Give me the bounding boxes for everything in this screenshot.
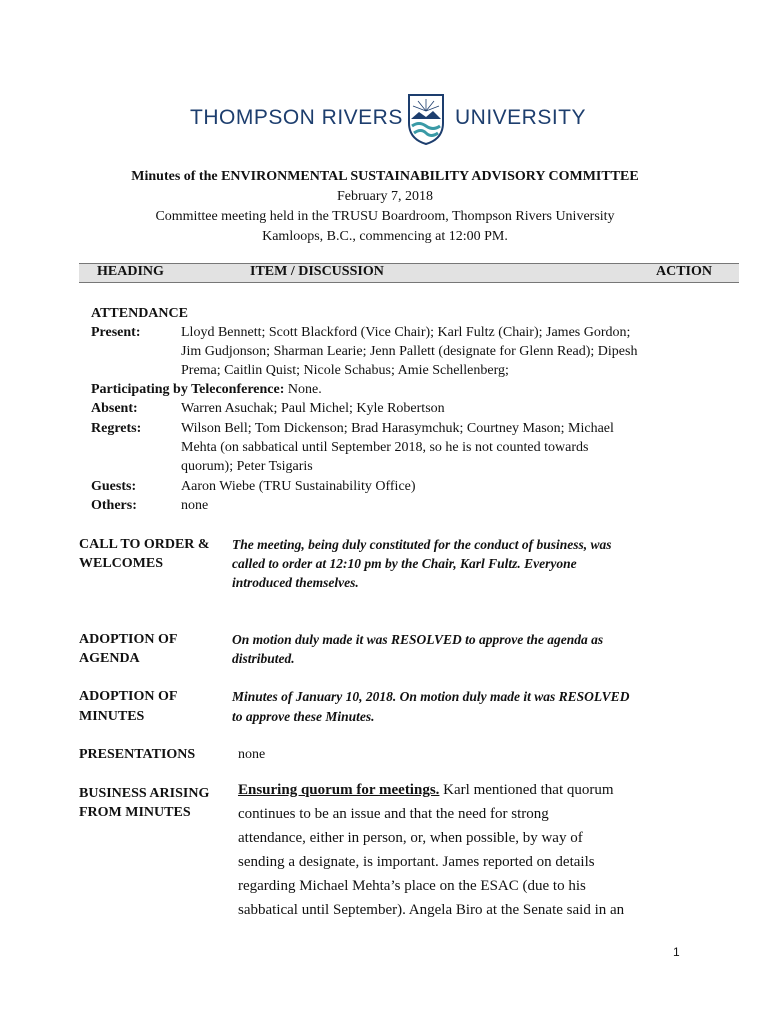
- business-first-line: [238, 779, 614, 803]
- agenda-text: distributed.: [232, 651, 295, 666]
- column-heading: HEADING: [97, 264, 164, 279]
- regrets-line: Wilson Bell; Tom Dickenson; Brad Harasymchuk; Courtney Mason; Michael: [181, 421, 614, 436]
- logo-text-right: UNIVERSITY: [455, 106, 587, 129]
- call-to-order-text: introduced themselves.: [232, 575, 359, 590]
- agenda-text: On motion duly made it was RESOLVED to approve the agenda as: [232, 632, 604, 647]
- others-label: Others:: [91, 498, 137, 513]
- present-line: Lloyd Bennett; Scott Blackford (Vice Chair); Karl Fultz (Chair); James Gordon;: [181, 325, 631, 340]
- page-number: 1: [673, 945, 680, 959]
- teleconference-row: [91, 380, 322, 399]
- call-to-order-text: called to order at 12:10 pm by the Chair, Karl Fultz. Everyone: [232, 556, 577, 571]
- guests-value: Aaron Wiebe (TRU Sustainability Office): [181, 479, 416, 494]
- regrets-label: Regrets:: [91, 421, 142, 436]
- section-heading: ADOPTION OF: [79, 689, 178, 704]
- others-value: none: [181, 498, 209, 513]
- guests-label: Guests:: [91, 479, 137, 494]
- section-heading: BUSINESS ARISING: [79, 786, 210, 801]
- absent-label: Absent:: [91, 401, 138, 416]
- call-to-order-text: The meeting, being duly constituted for the conduct of business, was: [232, 537, 612, 552]
- regrets-line: Mehta (on sabbatical until September 2018, so he is not counted towards: [181, 440, 589, 455]
- section-heading: MINUTES: [79, 709, 145, 724]
- section-heading: AGENDA: [79, 651, 140, 666]
- business-text: sabbatical until September). Angela Biro at the Senate said in an: [238, 902, 625, 918]
- business-text: regarding Michael Mehta’s place on the ESAC (due to his: [238, 878, 586, 894]
- teleconference-value: None.: [287, 382, 322, 397]
- column-action: ACTION: [656, 264, 713, 279]
- section-heading: PRESENTATIONS: [79, 747, 196, 762]
- logo-text-left: THOMPSON RIVERS: [190, 106, 403, 129]
- absent-value: Warren Asuchak; Paul Michel; Kyle Robertson: [181, 401, 445, 416]
- minutes-text: Minutes of January 10, 2018. On motion duly made it was RESOLVED: [232, 689, 630, 704]
- section-heading: ADOPTION OF: [79, 632, 178, 647]
- attendance-title: ATTENDANCE: [91, 306, 188, 321]
- meeting-location: Committee meeting held in the TRUSU Boardroom, Thompson Rivers University: [155, 209, 615, 224]
- business-text: attendance, either in person, or, when possible, by way of: [238, 830, 583, 846]
- section-heading: CALL TO ORDER &: [79, 537, 210, 552]
- university-crest-logo: [407, 93, 445, 145]
- minutes-text: to approve these Minutes.: [232, 709, 375, 724]
- business-text: Karl mentioned that quorum: [443, 782, 614, 798]
- presentations-text: none: [238, 747, 266, 762]
- regrets-line: quorum); Peter Tsigaris: [181, 459, 313, 474]
- business-text: sending a designate, is important. James reported on details: [238, 854, 595, 870]
- present-label: Present:: [91, 325, 141, 340]
- column-item-discussion: ITEM / DISCUSSION: [250, 264, 384, 279]
- teleconference-label: Participating by Teleconference:: [91, 382, 285, 397]
- business-text: continues to be an issue and that the need for strong: [238, 806, 549, 822]
- section-heading: FROM MINUTES: [79, 805, 191, 820]
- meeting-start: Kamloops, B.C., commencing at 12:00 PM.: [262, 229, 508, 244]
- meeting-date: February 7, 2018: [336, 189, 434, 204]
- present-line: Prema; Caitlin Quist; Nicole Schabus; Amie Schellenberg;: [181, 363, 509, 378]
- section-heading: WELCOMES: [79, 556, 164, 571]
- document-title: Minutes of the ENVIRONMENTAL SUSTAINABILITY ADVISORY COMMITTEE: [131, 169, 639, 184]
- business-topic-title: Ensuring quorum for meetings.: [238, 782, 440, 798]
- table-header-bar: [79, 263, 739, 283]
- present-line: Jim Gudjonson; Sharman Learie; Jenn Pallett (designate for Glenn Read); Dipesh: [181, 344, 638, 359]
